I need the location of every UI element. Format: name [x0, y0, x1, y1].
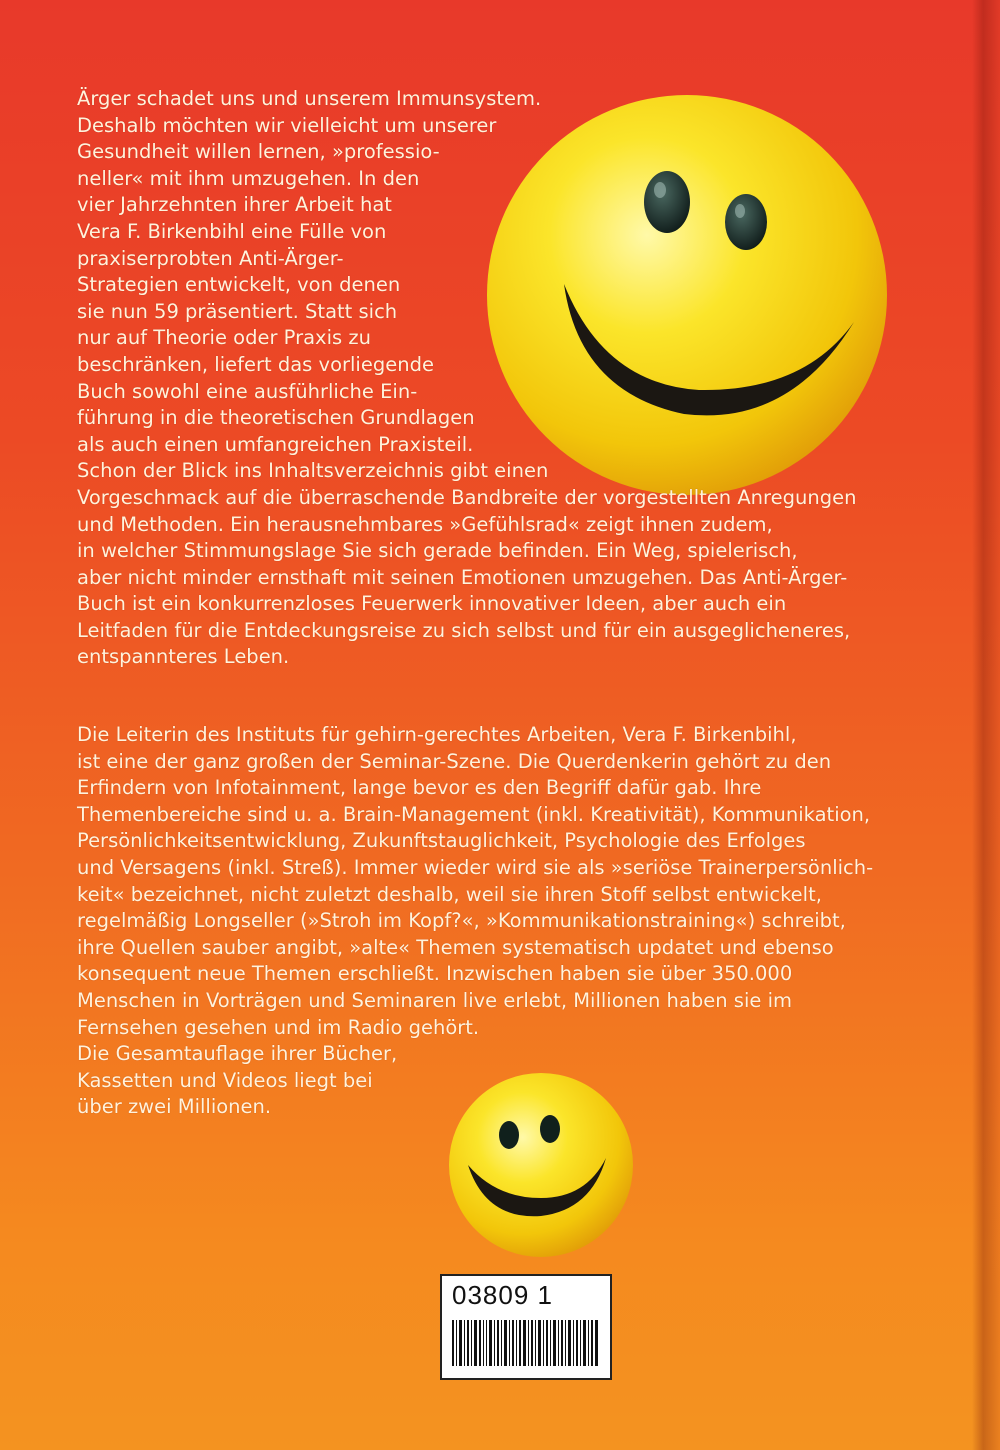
- text-line: praxiserprobten Anti-Ärger-: [77, 246, 344, 270]
- text-line: konsequent neue Themen erschließt. Inzwischen haben sie über 350.000: [77, 962, 793, 986]
- barcode-label: [440, 1274, 612, 1380]
- text-line: Deshalb möchten wir vielleicht um unserer: [77, 113, 497, 137]
- text-line: aber nicht minder ernsthaft mit seinen Emotionen umzugehen. Das Anti-Ärger-: [77, 565, 848, 589]
- text-line: Schon der Blick ins Inhaltsverzeichnis gibt einen: [77, 459, 549, 483]
- text-line: ihre Quellen sauber angibt, »alte« Themen systematisch updatet und ebenso: [77, 935, 834, 959]
- text-line: vier Jahrzehnten ihrer Arbeit hat: [77, 193, 392, 217]
- text-line: Erfindern von Infotainment, lange bevor es den Begriff dafür gab. Ihre: [77, 776, 762, 800]
- text-line: keit« bezeichnet, nicht zuletzt deshalb, weil sie ihren Stoff selbst entwickelt,: [77, 882, 822, 906]
- text-line: Vorgeschmack auf die überraschende Bandbreite der vorgestellten Anregungen: [77, 485, 857, 509]
- text-line: Kassetten und Videos liegt bei: [77, 1068, 373, 1092]
- text-line: Buch sowohl eine ausführliche Ein-: [77, 379, 418, 403]
- text-line: in welcher Stimmungslage Sie sich gerade befinden. Ein Weg, spielerisch,: [77, 539, 798, 563]
- text-line: entspannteres Leben.: [77, 645, 290, 669]
- barcode-number: 03809 1: [452, 1280, 553, 1310]
- barcode-icon: [452, 1320, 598, 1366]
- text-line: und Methoden. Ein herausnehmbares »Gefühlsrad« zeigt ihnen zudem,: [77, 512, 773, 536]
- text-line: regelmäßig Longseller (»Stroh im Kopf?«, »Kommunikationstraining«) schreibt,: [77, 909, 846, 933]
- text-line: als auch einen umfangreichen Praxisteil.: [77, 432, 474, 456]
- author-bio-paragraph: [77, 722, 873, 1121]
- book-spine-edge: [972, 0, 1000, 1450]
- text-line: Fernsehen gesehen und im Radio gehört.: [77, 1015, 480, 1039]
- text-line: Die Leiterin des Instituts für gehirn-gerechtes Arbeiten, Vera F. Birkenbihl,: [77, 723, 797, 746]
- text-line: Menschen in Vorträgen und Seminaren live erlebt, Millionen haben sie im: [77, 988, 792, 1012]
- text-line: neller« mit ihm umzugehen. In den: [77, 166, 420, 190]
- text-line: Leitfaden für die Entdeckungsreise zu sich selbst und für ein ausgeglicheneres,: [77, 618, 851, 642]
- text-line: Themenbereiche sind u. a. Brain-Management (inkl. Kreativität), Kommunikation,: [77, 802, 871, 826]
- text-line: ist eine der ganz großen der Seminar-Szene. Die Querdenkerin gehört zu den: [77, 749, 832, 773]
- text-line: über zwei Millionen.: [77, 1095, 272, 1119]
- text-line: Ärger schadet uns und unserem Immunsystem.: [77, 87, 542, 110]
- text-line: und Versagens (inkl. Streß). Immer wieder wird sie als »seriöse Trainerpersönlich-: [77, 855, 874, 879]
- text-line: Persönlichkeitsentwicklung, Zukunftstauglichkeit, Psychologie des Erfolges: [77, 829, 806, 853]
- text-line: Vera F. Birkenbihl eine Fülle von: [77, 219, 387, 243]
- text-line: Strategien entwickelt, von denen: [77, 273, 401, 297]
- text-line: nur auf Theorie oder Praxis zu: [77, 326, 371, 350]
- description-paragraph: [77, 86, 856, 671]
- text-line: Gesundheit willen lernen, »professio-: [77, 140, 440, 164]
- text-line: Die Gesamtauflage ihrer Bücher,: [77, 1042, 398, 1066]
- text-line: führung in die theoretischen Grundlagen: [77, 406, 475, 430]
- text-line: beschränken, liefert das vorliegende: [77, 352, 434, 376]
- text-line: Buch ist ein konkurrenzloses Feuerwerk innovativer Ideen, aber auch ein: [77, 592, 787, 616]
- text-line: sie nun 59 präsentiert. Statt sich: [77, 299, 398, 323]
